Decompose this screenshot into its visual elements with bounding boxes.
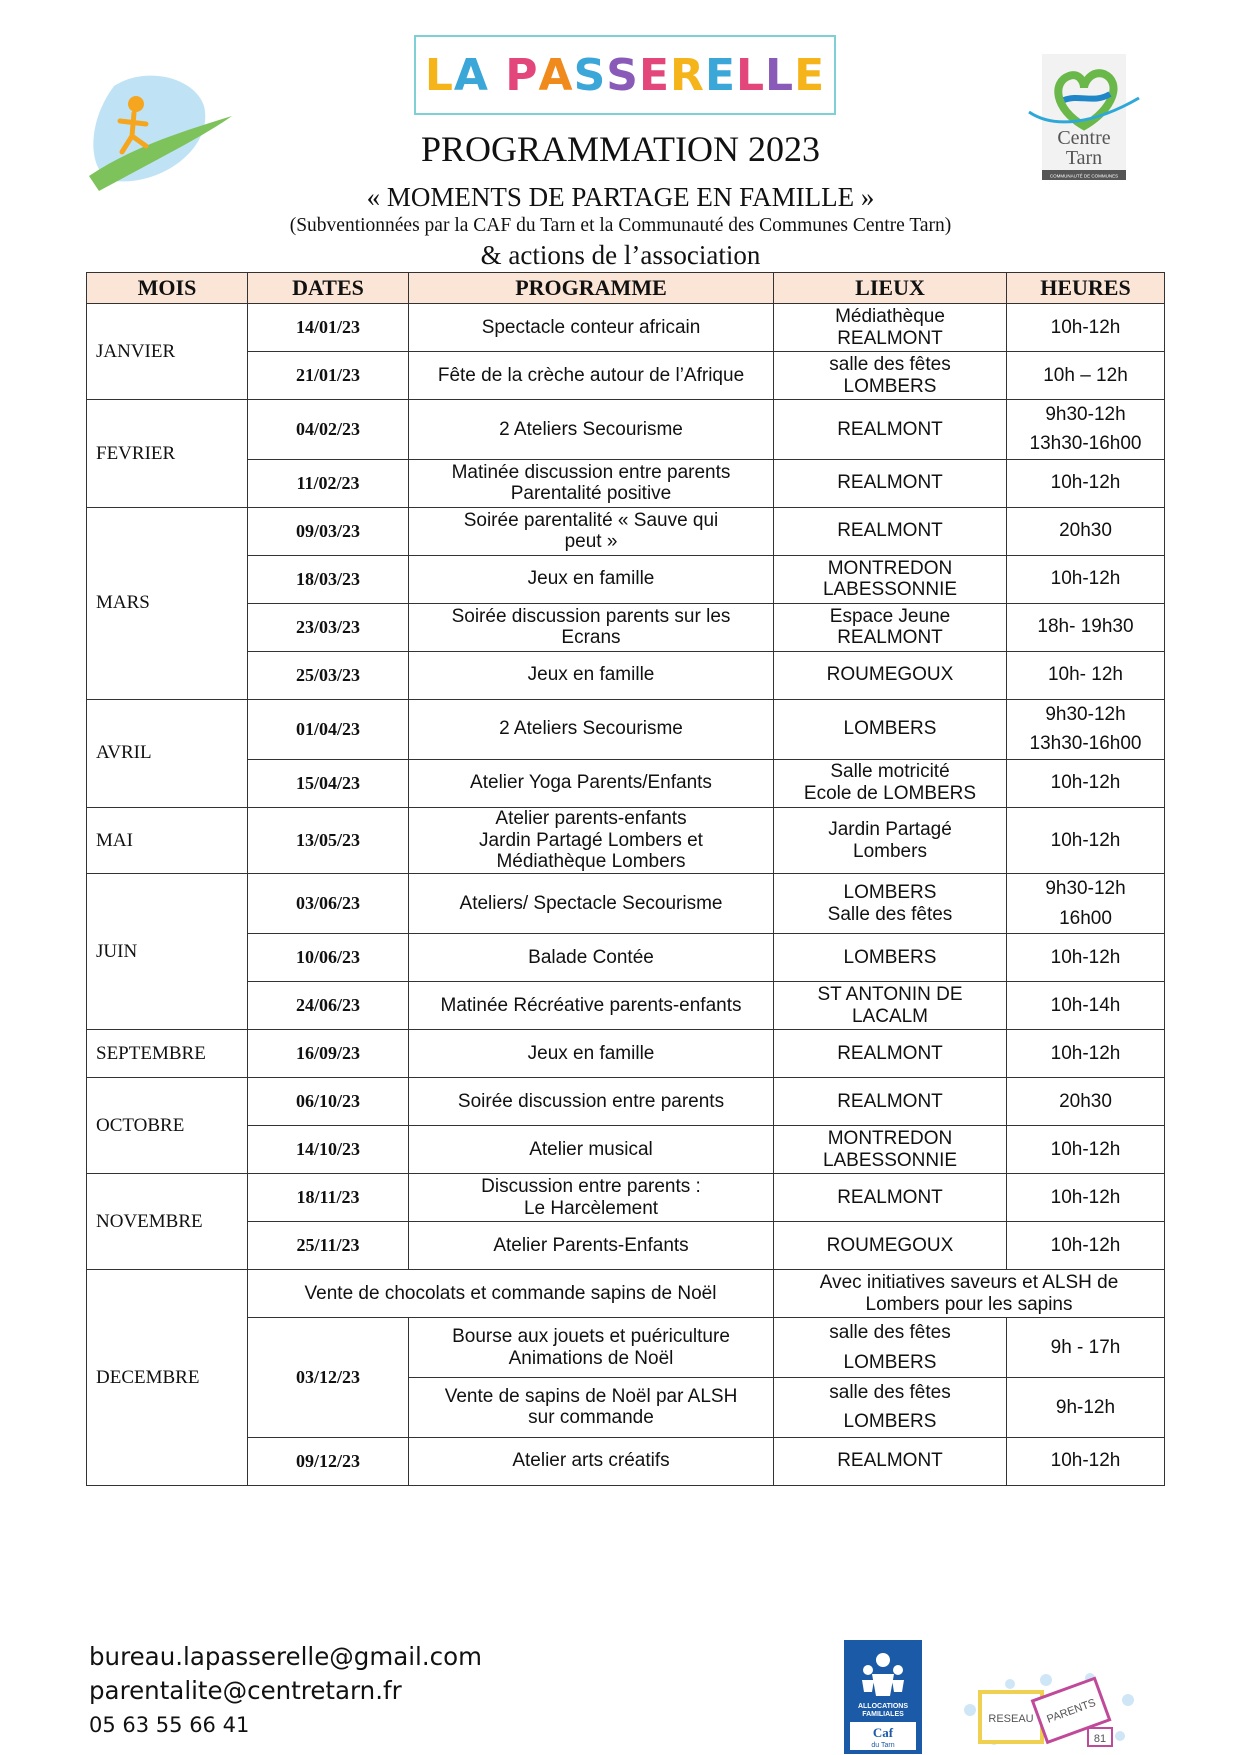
table-row [87, 699, 1165, 759]
lieu-cell: ST ANTONIN DE LACALM [774, 982, 1007, 1030]
logo-letter: S [573, 49, 607, 101]
programme-cell: Vente de sapins de Noël par ALSH sur commande [409, 1378, 774, 1438]
table-row [87, 807, 1165, 874]
lieu-cell: LOMBERS [774, 699, 1007, 759]
programme-cell: Atelier arts créatifs [409, 1437, 774, 1485]
lieu-cell: REALMONT [774, 1030, 1007, 1078]
page-title: PROGRAMMATION 2023 [420, 129, 821, 169]
table-header-row [87, 273, 1165, 304]
table-row [87, 1318, 1165, 1378]
table-row [87, 1270, 1165, 1318]
email-link-parentalite[interactable]: parentalite@centretarn.fr [89, 1676, 402, 1705]
programme-cell: Balade Contée [409, 934, 774, 982]
month-cell: SEPTEMBRE [87, 1030, 248, 1078]
programme-cell: 2 Ateliers Secourisme [409, 699, 774, 759]
table-row [87, 934, 1165, 982]
programme-cell: Matinée discussion entre parents Parentalité positive [409, 459, 774, 507]
date-cell: 18/03/23 [248, 555, 409, 603]
header-heures: HEURES [1007, 273, 1165, 304]
month-cell: MARS [87, 507, 248, 699]
heure-cell: 9h30-12h 13h30-16h00 [1007, 400, 1165, 460]
date-cell: 14/10/23 [248, 1126, 409, 1174]
lieu-cell: LOMBERS Salle des fêtes [774, 874, 1007, 934]
caf-word-familiales: FAMILIALES [862, 1711, 904, 1718]
la-passerelle-logo [414, 35, 836, 115]
logo-tag: COMMUNAUTÉ DE COMMUNES [1049, 173, 1119, 179]
programme-cell: Bourse aux jouets et puériculture Animations de Noël [409, 1318, 774, 1378]
date-cell: 06/10/23 [248, 1078, 409, 1126]
logo-letter: P [505, 49, 539, 101]
lieu-cell: salle des fêtes LOMBERS [774, 1318, 1007, 1378]
month-cell: AVRIL [87, 699, 248, 807]
heure-cell: 9h - 17h [1007, 1318, 1165, 1378]
table-row [87, 555, 1165, 603]
programme-cell: Atelier musical [409, 1126, 774, 1174]
lieu-cell: salle des fêtes LOMBERS [774, 352, 1007, 400]
date-cell: 04/02/23 [248, 400, 409, 460]
month-cell: JANVIER [87, 304, 248, 400]
logo-letter: A [538, 49, 574, 101]
schedule-table [86, 272, 1165, 1486]
header-lieux: LIEUX [774, 273, 1007, 304]
programme-cell: Atelier Parents-Enfants [409, 1222, 774, 1270]
table-row [87, 874, 1165, 934]
email-link-bureau[interactable]: bureau.lapasserelle@gmail.com [89, 1642, 482, 1671]
table-row [87, 982, 1165, 1030]
heure-cell: 18h- 19h30 [1007, 603, 1165, 651]
programme-cell: 2 Ateliers Secourisme [409, 400, 774, 460]
date-cell: 16/09/23 [248, 1030, 409, 1078]
logo-letter: E [638, 49, 671, 101]
heure-cell: 10h-12h [1007, 1222, 1165, 1270]
logo-letter [489, 50, 505, 101]
table-row [87, 759, 1165, 807]
lieu-cell: salle des fêtes LOMBERS [774, 1378, 1007, 1438]
heure-cell: 10h-12h [1007, 459, 1165, 507]
logo-letter: L [736, 49, 766, 101]
programme-cell: Soirée discussion parents sur les Ecrans [409, 603, 774, 651]
month-cell: MAI [87, 807, 248, 874]
heure-cell: 10h – 12h [1007, 352, 1165, 400]
logo-letter: L [765, 49, 795, 101]
month-cell: FEVRIER [87, 400, 248, 508]
programme-cell: Atelier parents-enfants Jardin Partagé Lombers et Médiathèque Lombers [409, 807, 774, 874]
table-row [87, 400, 1165, 460]
logo-text [425, 50, 825, 101]
table-row [87, 1222, 1165, 1270]
table-row [87, 651, 1165, 699]
logo-letter: S [606, 49, 639, 101]
programme-cell: Ateliers/ Spectacle Secourisme [409, 874, 774, 934]
lieu-cell: REALMONT [774, 1437, 1007, 1485]
programme-cell: Fête de la crèche autour de l’Afrique [409, 352, 774, 400]
heure-cell: 10h-12h [1007, 1437, 1165, 1485]
header-dates: DATES [248, 273, 409, 304]
month-cell: DECEMBRE [87, 1270, 248, 1486]
logo-letter: A [453, 49, 489, 101]
programme-cell: Atelier Yoga Parents/Enfants [409, 759, 774, 807]
logo-letter: R [670, 49, 705, 101]
heure-cell: 10h-12h [1007, 304, 1165, 352]
logo-word-centre: Centre [1057, 127, 1111, 149]
table-row [87, 1030, 1165, 1078]
date-cell: 13/05/23 [248, 807, 409, 874]
programme-cell: Vente de chocolats et commande sapins de Noël [248, 1270, 774, 1318]
table-row [87, 304, 1165, 352]
programme-cell: Soirée discussion entre parents [409, 1078, 774, 1126]
lieu-cell: MONTREDON LABESSONNIE [774, 555, 1007, 603]
table-row [87, 1174, 1165, 1222]
heure-cell: 10h-14h [1007, 982, 1165, 1030]
heure-cell: 20h30 [1007, 507, 1165, 555]
lieu-cell: LOMBERS [774, 934, 1007, 982]
lieu-cell: REALMONT [774, 459, 1007, 507]
subsidy-note: (Subventionnées par la CAF du Tarn et la Communauté des Communes Centre Tarn) [289, 215, 952, 236]
heure-cell: 9h-12h [1007, 1378, 1165, 1438]
programme-cell: Discussion entre parents : Le Harcèlement [409, 1174, 774, 1222]
date-cell: 11/02/23 [248, 459, 409, 507]
table-row [87, 352, 1165, 400]
logo-word-tarn: Tarn [1065, 147, 1103, 169]
date-cell: 21/01/23 [248, 352, 409, 400]
logo-letter: L [424, 49, 454, 101]
date-cell: 03/12/23 [248, 1318, 409, 1438]
logo-letter: E [794, 49, 826, 101]
heure-cell: 10h-12h [1007, 1030, 1165, 1078]
heure-cell: 10h-12h [1007, 934, 1165, 982]
heure-cell: 10h-12h [1007, 1126, 1165, 1174]
dept-number: 81 [1093, 1733, 1107, 1745]
table-row [87, 459, 1165, 507]
lieu-cell: Salle motricité Ecole de LOMBERS [774, 759, 1007, 807]
table-row [87, 1126, 1165, 1174]
footer-contacts [89, 1640, 482, 1742]
programme-cell: Spectacle conteur africain [409, 304, 774, 352]
lieu-cell: REALMONT [774, 1174, 1007, 1222]
date-cell: 24/06/23 [248, 982, 409, 1030]
logo-letter: E [704, 49, 736, 101]
table-row [87, 1437, 1165, 1485]
phone-number: 05 63 55 66 41 [89, 1713, 250, 1737]
reseau-word: RESEAU [988, 1713, 1034, 1725]
child-head-shape [128, 96, 144, 112]
date-cell: 03/06/23 [248, 874, 409, 934]
heure-cell: 20h30 [1007, 1078, 1165, 1126]
date-cell: 10/06/23 [248, 934, 409, 982]
heure-cell: 10h-12h [1007, 1174, 1165, 1222]
lieu-cell: ROUMEGOUX [774, 1222, 1007, 1270]
lieu-cell: ROUMEGOUX [774, 651, 1007, 699]
date-cell: 25/11/23 [248, 1222, 409, 1270]
lieu-cell: MONTREDON LABESSONNIE [774, 1126, 1007, 1174]
programme-cell: Matinée Récréative parents-enfants [409, 982, 774, 1030]
caf-word-du-tarn: du Tarn [871, 1742, 895, 1749]
table-row [87, 507, 1165, 555]
programme-cell: Jeux en famille [409, 555, 774, 603]
programme-cell: Jeux en famille [409, 651, 774, 699]
caf-word-caf: Caf [872, 1725, 894, 1740]
lieu-cell: REALMONT [774, 400, 1007, 460]
lieu-cell: REALMONT [774, 507, 1007, 555]
caf-word-allocations: ALLOCATIONS [857, 1703, 909, 1710]
month-cell: NOVEMBRE [87, 1174, 248, 1270]
heure-cell: 9h30-12h 16h00 [1007, 874, 1165, 934]
programme-cell: Soirée parentalité « Sauve qui peut » [409, 507, 774, 555]
reseau-parents-logo [960, 1670, 1140, 1752]
date-cell: 09/12/23 [248, 1437, 409, 1485]
centre-tarn-logo [1024, 54, 1144, 190]
date-cell: 09/03/23 [248, 507, 409, 555]
date-cell: 01/04/23 [248, 699, 409, 759]
lieu-cell: Espace Jeune REALMONT [774, 603, 1007, 651]
header-mois: MOIS [87, 273, 248, 304]
date-cell: 25/03/23 [248, 651, 409, 699]
programme-cell: Jeux en famille [409, 1030, 774, 1078]
actions-line: & actions de l’association [480, 240, 761, 270]
month-cell: JUIN [87, 874, 248, 1030]
date-cell: 14/01/23 [248, 304, 409, 352]
lieu-cell: Médiathèque REALMONT [774, 304, 1007, 352]
heure-cell: 10h- 12h [1007, 651, 1165, 699]
lieu-cell: Avec initiatives saveurs et ALSH de Lombers pour les sapins [774, 1270, 1165, 1318]
date-cell: 23/03/23 [248, 603, 409, 651]
lieu-cell: REALMONT [774, 1078, 1007, 1126]
heure-cell: 10h-12h [1007, 807, 1165, 874]
lieu-cell: Jardin Partagé Lombers [774, 807, 1007, 874]
heure-cell: 10h-12h [1007, 759, 1165, 807]
page-subtitle: « MOMENTS DE PARTAGE EN FAMILLE » [366, 182, 875, 212]
caf-logo [844, 1640, 922, 1754]
table-row [87, 1078, 1165, 1126]
heure-cell: 9h30-12h 13h30-16h00 [1007, 699, 1165, 759]
parents-word: PARENTS [1045, 1696, 1098, 1726]
date-cell: 18/11/23 [248, 1174, 409, 1222]
heure-cell: 10h-12h [1007, 555, 1165, 603]
date-cell: 15/04/23 [248, 759, 409, 807]
header-programme: PROGRAMME [409, 273, 774, 304]
table-row [87, 603, 1165, 651]
month-cell: OCTOBRE [87, 1078, 248, 1174]
